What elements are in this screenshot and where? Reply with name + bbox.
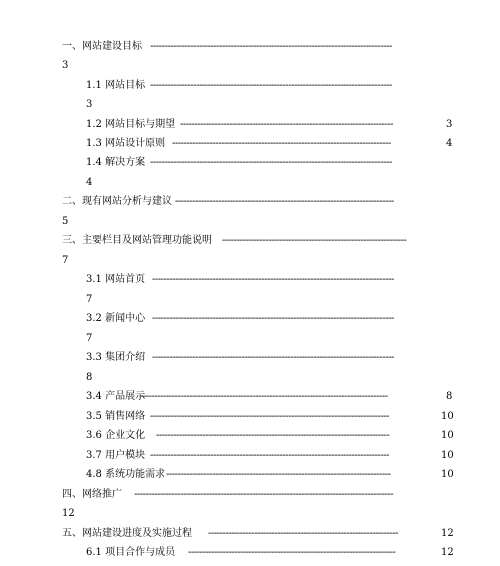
toc-entry-page: 10 [441, 469, 454, 480]
toc-entry-page: 3 [446, 119, 453, 130]
toc-entry-page: 3 [62, 60, 69, 71]
toc-entry-label: 四、网络推广 [62, 489, 122, 500]
toc-entry-label: 1.1 网站目标 [86, 80, 146, 91]
toc-leader: ---------------------------------------------------------------- [222, 235, 407, 246]
toc-leader: ------------------------------------------------------------------------------------ [152, 352, 394, 363]
toc-entry-label: 3.3 集团介绍 [86, 352, 146, 363]
toc-leader: ------------------------------------------------------------------------------------ [152, 274, 394, 285]
toc-leader: ------------------------------------------------------------------------------------ [150, 157, 392, 168]
toc-leader: --------------------------------------------------------------------------------- [156, 430, 390, 441]
toc-entry-page: 10 [441, 430, 454, 441]
toc-leader: ------------------------------------------------------------------ [208, 528, 399, 539]
toc-leader: ------------------------------------------------------------------------------------ [150, 41, 392, 52]
toc-entry-label: 3.2 新闻中心 [86, 313, 146, 324]
toc-leader: -------------------------------------------------------------------------------------- [140, 391, 388, 402]
toc-leader: ------------------------------------------------------------------------------------ [150, 80, 392, 91]
toc-entry-page: 10 [441, 411, 454, 422]
toc-leader: ----------------------------------------------------------------------------------- [150, 450, 389, 461]
toc-entry-page: 7 [86, 294, 93, 305]
toc-entry-label: 4.8 系统功能需求 [86, 469, 166, 480]
toc-entry-label: 1.3 网站设计原则 [86, 138, 166, 149]
toc-leader: ---------------------------------------------------------------------------- [175, 196, 394, 207]
toc-leader: ----------------------------------------------------------------------------------- [150, 411, 389, 422]
toc-entry-page: 4 [86, 177, 93, 188]
toc-entry-label: 3.7 用户模块 [86, 450, 146, 461]
toc-entry-label: 6.1 项目合作与成员 [86, 547, 176, 558]
toc-entry-page: 4 [446, 138, 453, 149]
toc-entry-page: 8 [86, 372, 93, 383]
toc-entry-label: 二、现有网站分析与建议 [62, 196, 172, 207]
toc-entry-label: 3.4 产品展示 [86, 391, 146, 402]
toc-leader: ------------------------------------------------------------------------ [188, 547, 396, 558]
toc-entry-label: 一、网站建设目标 [62, 41, 142, 52]
toc-leader: -------------------------------------------------------------------------- [180, 119, 394, 130]
toc-entry-label: 3.1 网站首页 [86, 274, 146, 285]
toc-leader: ------------------------------------------------------------------------------------------ [134, 489, 394, 500]
toc-entry-page: 8 [446, 391, 453, 402]
toc-entry-label: 3.6 企业文化 [86, 430, 146, 441]
toc-entry-page: 7 [62, 255, 69, 266]
toc-entry-page: 10 [441, 450, 454, 461]
toc-entry-label: 1.2 网站目标与期望 [86, 119, 176, 130]
toc-entry-page: 12 [62, 508, 75, 519]
toc-entry-page: 12 [441, 528, 454, 539]
toc-entry-label: 1.4 解决方案 [86, 157, 146, 168]
toc-entry-page: 7 [86, 333, 93, 344]
toc-entry-label: 三、主要栏目及网站管理功能说明 [62, 235, 212, 246]
toc-entry-page: 12 [441, 547, 454, 558]
toc-entry-label: 五、网站建设进度及实施过程 [62, 528, 192, 539]
toc-entry-page: 3 [86, 99, 93, 110]
toc-leader: ---------------------------------------------------------------------------- [172, 138, 391, 149]
toc-entry-page: 5 [62, 216, 69, 227]
toc-entry-label: 3.5 销售网络 [86, 411, 146, 422]
toc-leader: ------------------------------------------------------------------------------------ [152, 313, 394, 324]
toc-leader: ------------------------------------------------------------------------------ [166, 469, 391, 480]
